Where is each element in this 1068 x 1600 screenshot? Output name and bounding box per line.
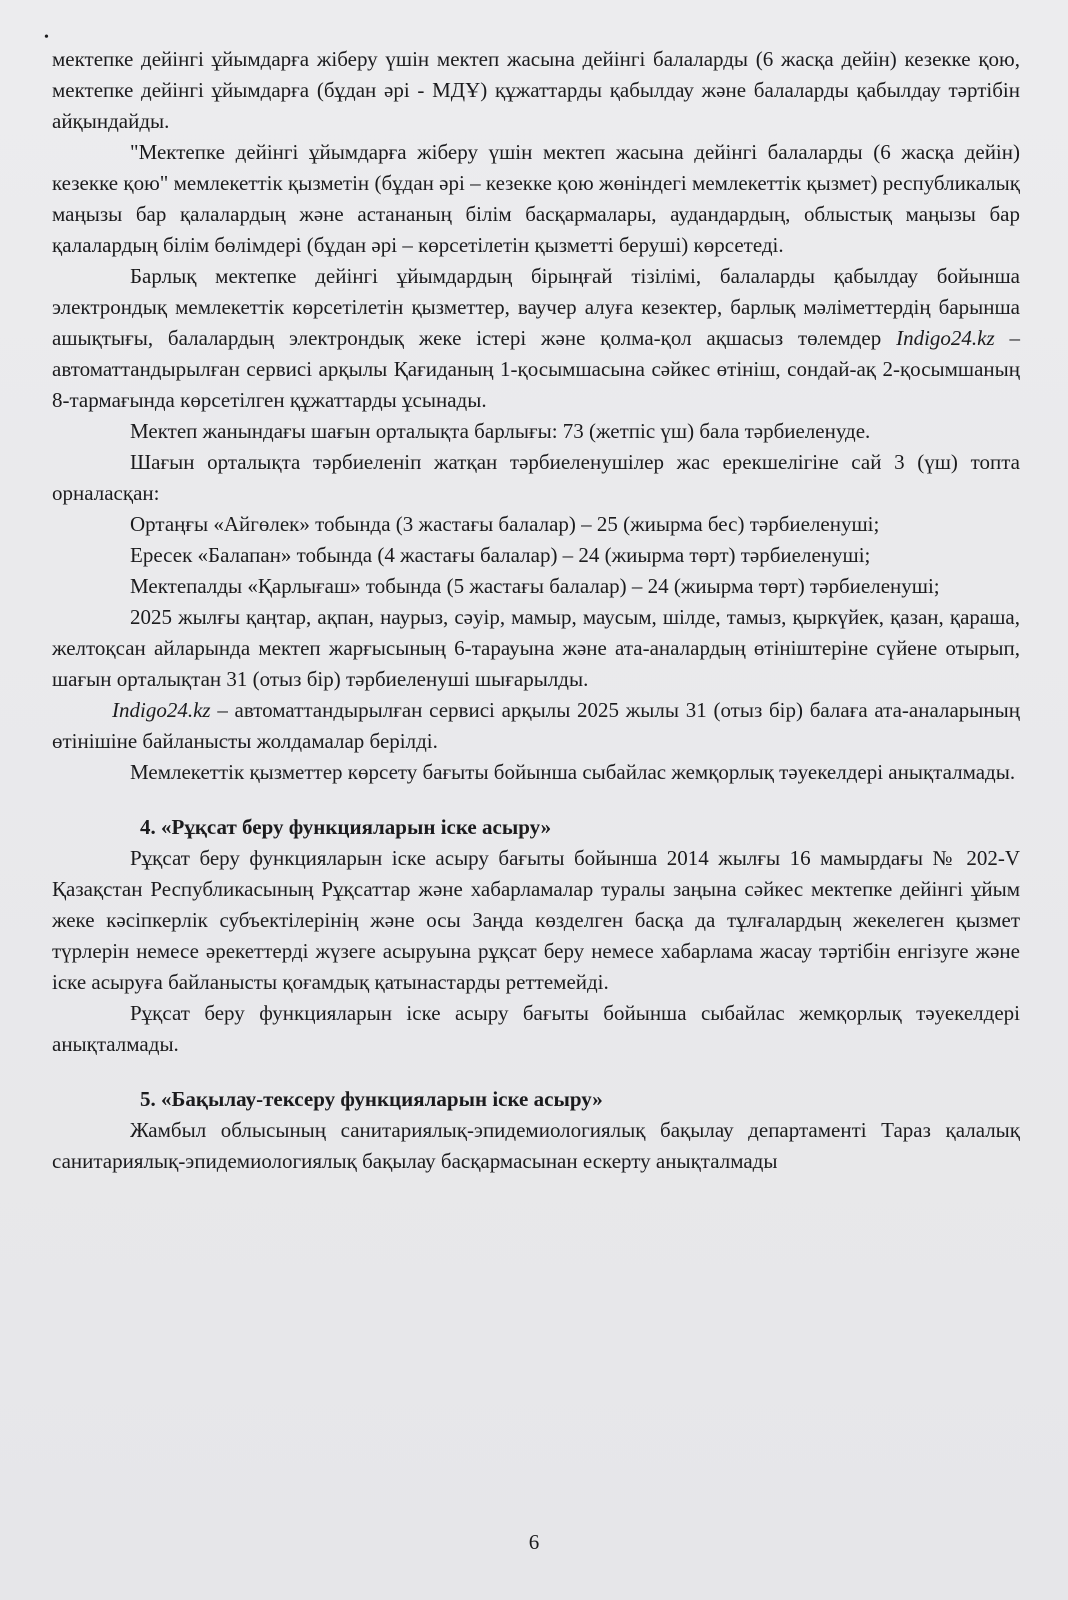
paragraph-11: Мемлекеттік қызметтер көрсету бағыты бойынша сыбайлас жемқорлық тәуекелдері анықталмады. [130,760,1016,784]
paragraph-5: Шағын орталықта тәрбиеленіп жатқан тәрбиеленушілер жас ерекшелігіне сай 3 (үш) топта орналасқан: [52,450,1020,505]
paragraph-3 [52,261,1020,416]
paragraph-14: Жамбыл облысының санитариялық-эпидемиологиялық бақылау департаменті Тараз қалалық санитариялық-эпидемиологиялық бақылау басқармасынан ескерту анықталмады [52,1118,1020,1173]
paragraph-9: 2025 жылғы қаңтар, ақпан, наурыз, сәуір, мамыр, маусым, шілде, тамыз, қыркүйек, қазан, қараша, желтоқсан айларында мектеп жарғысының 6-тарауына және ата-аналардың өтініштеріне сүйене отырып, шағын орталықтан 31 (отыз бір) тәрбиеленуші шығарылды. [52,605,1020,691]
indigo-service-name: Indigo24.kz [896,326,995,350]
paragraph-10-text: – автоматтандырылған сервисі арқылы 2025 жылы 31 (отыз бір) балаға ата-аналарының өтінішіне байланысты жолдамалар берілді. [52,698,1020,753]
section-4-heading: 4. «Рұқсат беру функцияларын іске асыру» [140,815,552,839]
paragraph-1: мектепке дейінгі ұйымдарға жіберу үшін мектеп жасына дейінгі балаларды (6 жасқа дейін) кезекке қою, мектепке дейінгі ұйымдарға (бұдан әрі - МДҰ) құжаттарды қабылдау және балаларды қабылдау тәртібін айқындайды. [52,47,1020,133]
group-balapan: Ересек «Балапан» тобында (4 жастағы балалар) – 24 (жиырма төрт) тәрбиеленуші; [130,543,871,567]
paragraph-4: Мектеп жанындағы шағын орталықта барлығы: 73 (жетпіс үш) бала тәрбиеленуде. [130,419,871,443]
paragraph-10 [52,695,1020,757]
paragraph-3-text-a: Барлық мектепке дейінгі ұйымдардың бірыңғай тізілімі, балаларды қабылдау бойынша электрондық мемлекеттік көрсетілетін қызметтер, ваучер алуға кезектер, барлық мәліметтердің барынша ашықтығы, балалардың электрондық жеке істері және қолма-қол ақшасыз төлемдер [52,264,1020,350]
group-karlygash: Мектепалды «Қарлығаш» тобында (5 жастағы балалар) – 24 (жиырма төрт) тәрбиеленуші; [130,574,940,598]
section-5-heading: 5. «Бақылау-тексеру функцияларын іске асыру» [140,1087,603,1111]
paragraph-12: Рұқсат беру функцияларын іске асыру бағыты бойынша 2014 жылғы 16 мамырдағы № 202-V Қазақстан Республикасының Рұқсаттар және хабарламалар туралы заңына сәйкес мектепке дейінгі ұйым жеке кәсіпкерлік субъектілерінің және осы Заңда көзделген басқа да тұлғалардың жекелеген қызмет түрлерін немесе әрекеттерді жүзеге асыруына рұқсат беру немесе хабарлама жасау тәртібін енгізуге және іске асыруға байланысты қоғамдық қатынастарды реттемейді. [52,846,1020,994]
paragraph-2: "Мектепке дейінгі ұйымдарға жіберу үшін мектеп жасына дейінгі балаларды (6 жасқа дейін) кезекке қою" мемлекеттік қызметін (бұдан әрі – кезекке қою жөніндегі мемлекеттік қызмет) республикалық маңызы бар қалалардың және астананың білім басқармалары, аудандардың, облыстық маңызы бар қалалардың білім бөлімдері (бұдан әрі – көрсетілетін қызметті беруші) көрсетеді. [52,140,1020,257]
section-5-body [52,1115,1020,1177]
group-aigolek: Ортаңғы «Айгөлек» тобында (3 жастағы балалар) – 25 (жиырма бес) тәрбиеленуші; [130,512,880,536]
document-body [52,44,1020,788]
bullet-dot: • [44,30,49,45]
indigo-service-name-2: Indigo24.kz [112,698,211,722]
paragraph-13: Рұқсат беру функцияларын іске асыру бағыты бойынша сыбайлас жемқорлық тәуекелдері анықталмады. [52,1001,1020,1056]
section-4-body [52,843,1020,1060]
page-number: 6 [528,1530,540,1554]
paragraph-3-text-b: – автоматтандырылған сервисі арқылы Қағиданың 1-қосымшасына сәйкес өтініш, сондай-ақ 2-қосымшаның 8-тармағында көрсетілген құжаттарды ұсынады. [52,326,1020,412]
